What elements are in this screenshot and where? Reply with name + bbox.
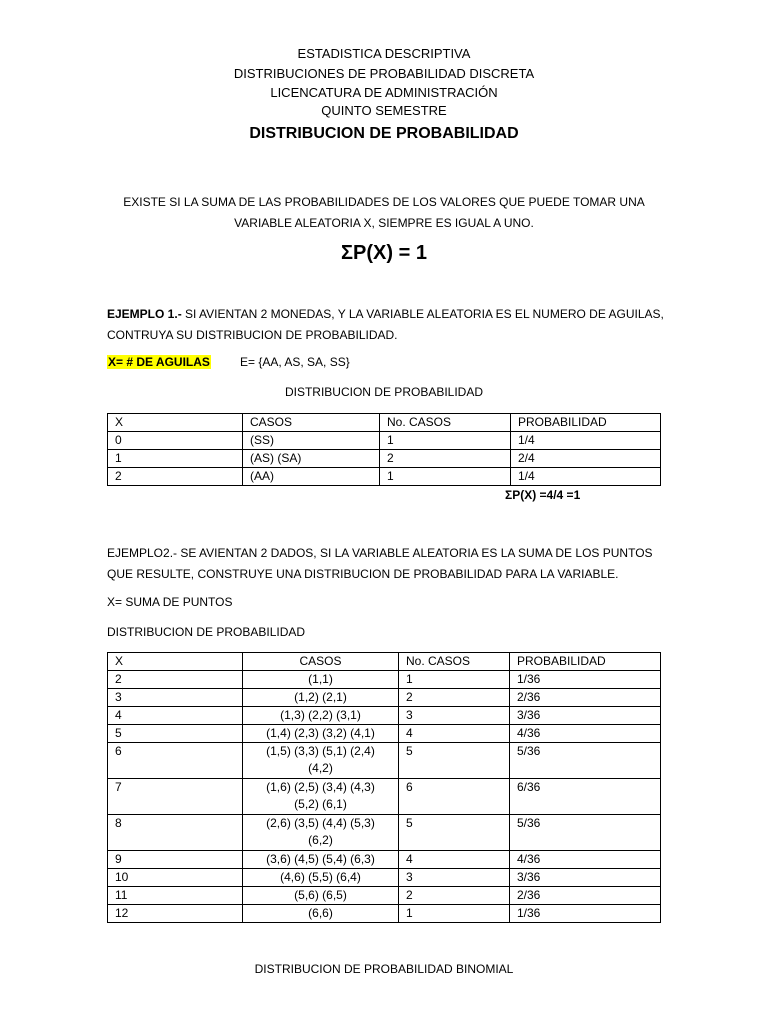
- table-cell: 3: [108, 689, 243, 707]
- table-cell: 2: [380, 450, 511, 468]
- table-cell: 6/36: [510, 779, 661, 815]
- table-row: [108, 869, 661, 887]
- table-cell: 2/4: [511, 450, 661, 468]
- table-row: [108, 689, 661, 707]
- table-header-row: [108, 414, 661, 432]
- footer-heading: DISTRIBUCION DE PROBABILIDAD BINOMIAL: [254, 962, 514, 976]
- table-cell: 4: [399, 851, 510, 869]
- example1-variable: [107, 355, 211, 369]
- table-row: [108, 725, 661, 743]
- cell-line: (1,5) (3,3) (5,1) (2,4): [266, 744, 375, 758]
- table-cell: 2: [108, 671, 243, 689]
- semester-title: QUINTO SEMESTRE: [321, 103, 447, 118]
- table-cell: 11: [108, 887, 243, 905]
- table-cell: 1: [108, 450, 243, 468]
- table-cell: 4: [108, 707, 243, 725]
- table-row: [108, 779, 661, 815]
- sum-formula: ΣP(X) = 1: [341, 242, 427, 264]
- table-header-cell: No. CASOS: [380, 414, 511, 432]
- table-cell: 1/4: [511, 432, 661, 450]
- page-title: DISTRIBUCION DE PROBABILIDAD: [249, 125, 519, 142]
- table-header-row: [108, 653, 661, 671]
- table-cell: 12: [108, 905, 243, 923]
- table-row: [108, 743, 661, 779]
- table-cell: [243, 779, 399, 815]
- table-header-cell: CASOS: [243, 414, 380, 432]
- table-header-cell: PROBABILIDAD: [510, 653, 661, 671]
- table-cell: 3/36: [510, 707, 661, 725]
- example2-table-title: DISTRIBUCION DE PROBABILIDAD: [107, 625, 306, 639]
- table-cell: (6,6): [243, 905, 399, 923]
- table-cell: 6: [399, 779, 510, 815]
- table-cell: 1/36: [510, 671, 661, 689]
- table-cell: 2/36: [510, 689, 661, 707]
- course-title: ESTADISTICA DESCRIPTIVA: [297, 46, 471, 61]
- table-cell: 7: [108, 779, 243, 815]
- table-cell: (3,6) (4,5) (5,4) (6,3): [243, 851, 399, 869]
- example2-table: [107, 652, 661, 923]
- table-cell: 3: [399, 869, 510, 887]
- table-cell: 5: [399, 743, 510, 779]
- cell-line: (5,2) (6,1): [294, 797, 347, 811]
- table-cell: 9: [108, 851, 243, 869]
- table-cell: 1: [399, 671, 510, 689]
- table-cell: (5,6) (6,5): [243, 887, 399, 905]
- table-cell: (AA): [243, 468, 380, 486]
- table-cell: 3: [399, 707, 510, 725]
- table-cell: 4/36: [510, 851, 661, 869]
- table-row: [108, 851, 661, 869]
- table-header-cell: X: [108, 653, 243, 671]
- table-cell: [243, 743, 399, 779]
- table-header-cell: CASOS: [243, 653, 399, 671]
- example1-table: [107, 413, 661, 486]
- table-row: [108, 815, 661, 851]
- unit-title: DISTRIBUCIONES DE PROBABILIDAD DISCRETA: [233, 66, 535, 81]
- table-cell: 2: [399, 887, 510, 905]
- example1-table-title: DISTRIBUCION DE PROBABILIDAD: [284, 385, 484, 399]
- table-cell: (1,1): [243, 671, 399, 689]
- example1-lead: EJEMPLO 1.-: [107, 307, 182, 321]
- table-cell: (1,2) (2,1): [243, 689, 399, 707]
- table-row: [108, 450, 661, 468]
- table-row: [108, 905, 661, 923]
- table-cell: (1,3) (2,2) (3,1): [243, 707, 399, 725]
- table-cell: (4,6) (5,5) (6,4): [243, 869, 399, 887]
- table-cell: [243, 815, 399, 851]
- cell-line: (4,2): [308, 761, 333, 775]
- table-cell: 2/36: [510, 887, 661, 905]
- table-cell: (SS): [243, 432, 380, 450]
- cell-line: (6,2): [308, 833, 333, 847]
- table-header-cell: No. CASOS: [399, 653, 510, 671]
- table-cell: 1: [399, 905, 510, 923]
- table-cell: 5/36: [510, 815, 661, 851]
- table-cell: 2: [108, 468, 243, 486]
- example1-paragraph: [107, 304, 667, 346]
- table-cell: 5/36: [510, 743, 661, 779]
- table-cell: 5: [399, 815, 510, 851]
- table-header-cell: X: [108, 414, 243, 432]
- table-cell: 3/36: [510, 869, 661, 887]
- sample-space: E= {AA, AS, SA, SS}: [240, 355, 350, 369]
- program-title: LICENCATURA DE ADMINISTRACIÓN: [270, 85, 498, 100]
- example1-sum: ΣP(X) =4/4 =1: [505, 488, 581, 502]
- example1-text: SI AVIENTAN 2 MONEDAS, Y LA VARIABLE ALEATORIA ES EL NUMERO DE AGUILAS, CONTRUYA SU DISTRIBUCION DE PROBABILIDAD.: [107, 307, 664, 342]
- table-cell: 10: [108, 869, 243, 887]
- highlighted-variable: X= # DE AGUILAS: [108, 355, 210, 369]
- table-header-cell: PROBABILIDAD: [511, 414, 661, 432]
- example2-paragraph: EJEMPLO2.- SE AVIENTAN 2 DADOS, SI LA VARIABLE ALEATORIA ES LA SUMA DE LOS PUNTOS QUE RESULTE, CONSTRUYE UNA DISTRIBUCION DE PROBABILIDAD PARA LA VARIABLE.: [107, 546, 653, 581]
- table-cell: 5: [108, 725, 243, 743]
- table-cell: (AS) (SA): [243, 450, 380, 468]
- table-cell: 1: [380, 468, 511, 486]
- table-cell: 6: [108, 743, 243, 779]
- intro-text: EXISTE SI LA SUMA DE LAS PROBABILIDADES DE LOS VALORES QUE PUEDE TOMAR UNA VARIABLE ALEATORIA X, SIEMPRE ES IGUAL A UNO.: [123, 195, 645, 230]
- table-cell: 1/4: [511, 468, 661, 486]
- example2-variable: X= SUMA DE PUNTOS: [107, 595, 233, 609]
- table-cell: 2: [399, 689, 510, 707]
- table-row: [108, 707, 661, 725]
- table-row: [108, 887, 661, 905]
- table-cell: 4: [399, 725, 510, 743]
- table-cell: 4/36: [510, 725, 661, 743]
- cell-line: (1,6) (2,5) (3,4) (4,3): [266, 780, 375, 794]
- cell-line: (2,6) (3,5) (4,4) (5,3): [266, 816, 375, 830]
- table-row: [108, 671, 661, 689]
- table-cell: 1/36: [510, 905, 661, 923]
- table-row: [108, 432, 661, 450]
- table-cell: 8: [108, 815, 243, 851]
- table-row: [108, 468, 661, 486]
- table-cell: (1,4) (2,3) (3,2) (4,1): [243, 725, 399, 743]
- table-cell: 0: [108, 432, 243, 450]
- table-cell: 1: [380, 432, 511, 450]
